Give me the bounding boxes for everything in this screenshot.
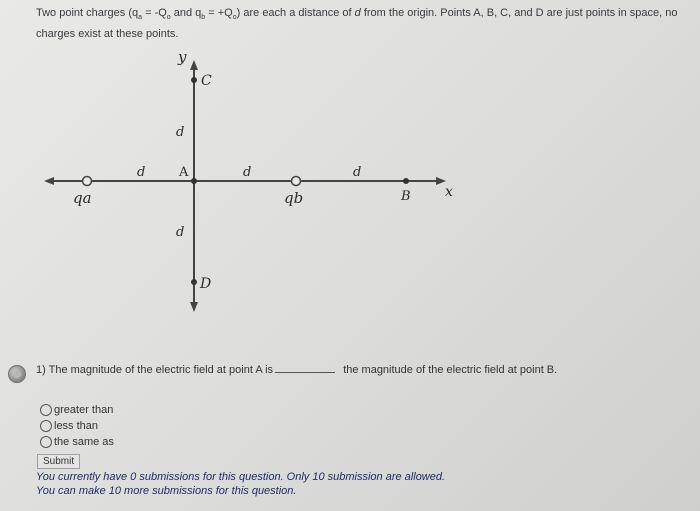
radio-icon[interactable]: [40, 404, 52, 416]
distance-label-left: d: [137, 165, 146, 180]
question-text: 1) The magnitude of the electric field at point A is the magnitude of the electric field at point B.: [36, 364, 558, 376]
submit-button[interactable]: Submit: [37, 454, 80, 469]
answer-options: [40, 402, 114, 450]
option-less-than[interactable]: less than: [40, 418, 114, 434]
point-b-marker: [403, 178, 409, 184]
x-axis-arrow-left: [44, 177, 54, 185]
charge-b-label: qb: [284, 189, 304, 207]
submission-info-line-1: You currently have 0 submissions for this question. Only 10 submission are allowed.: [36, 471, 446, 483]
distance-label-up: d: [176, 125, 185, 140]
submission-info-line-2: You can make 10 more submissions for this question.: [36, 485, 297, 497]
radio-icon[interactable]: [40, 436, 52, 448]
point-c-marker: [191, 77, 197, 83]
distance-label-right-2: d: [353, 165, 362, 180]
y-axis-arrow-down: [190, 302, 198, 312]
x-axis-label: x: [445, 184, 453, 200]
distance-label-right-1: d: [243, 165, 252, 180]
answer-blank: [275, 362, 335, 373]
distance-label-down: d: [176, 225, 185, 240]
point-b-label: B: [401, 189, 411, 204]
point-a-label: A: [179, 165, 189, 180]
y-axis-label: y: [178, 48, 187, 66]
radio-icon[interactable]: [40, 420, 52, 432]
option-greater-than[interactable]: greater than: [40, 402, 114, 418]
point-a-marker: [191, 178, 197, 184]
y-axis-arrow-up: [190, 60, 198, 70]
question-status-icon: [8, 365, 26, 383]
charge-b-marker: [292, 177, 301, 186]
charge-a-label: qa: [73, 189, 92, 207]
submission-info: [36, 470, 445, 498]
problem-statement: Two point charges ($q_a = -Q_o$ and $q_b = +Q_o$) are each a distance of d from the origin. Points A, B, C, and D are just points in space, no charges exist at these points.: [36, 7, 678, 41]
point-c-label: C: [201, 73, 212, 89]
point-d-label: D: [200, 276, 212, 292]
option-the-same-as[interactable]: the same as: [40, 434, 114, 450]
point-d-marker: [191, 279, 197, 285]
charge-a-marker: [83, 177, 92, 186]
